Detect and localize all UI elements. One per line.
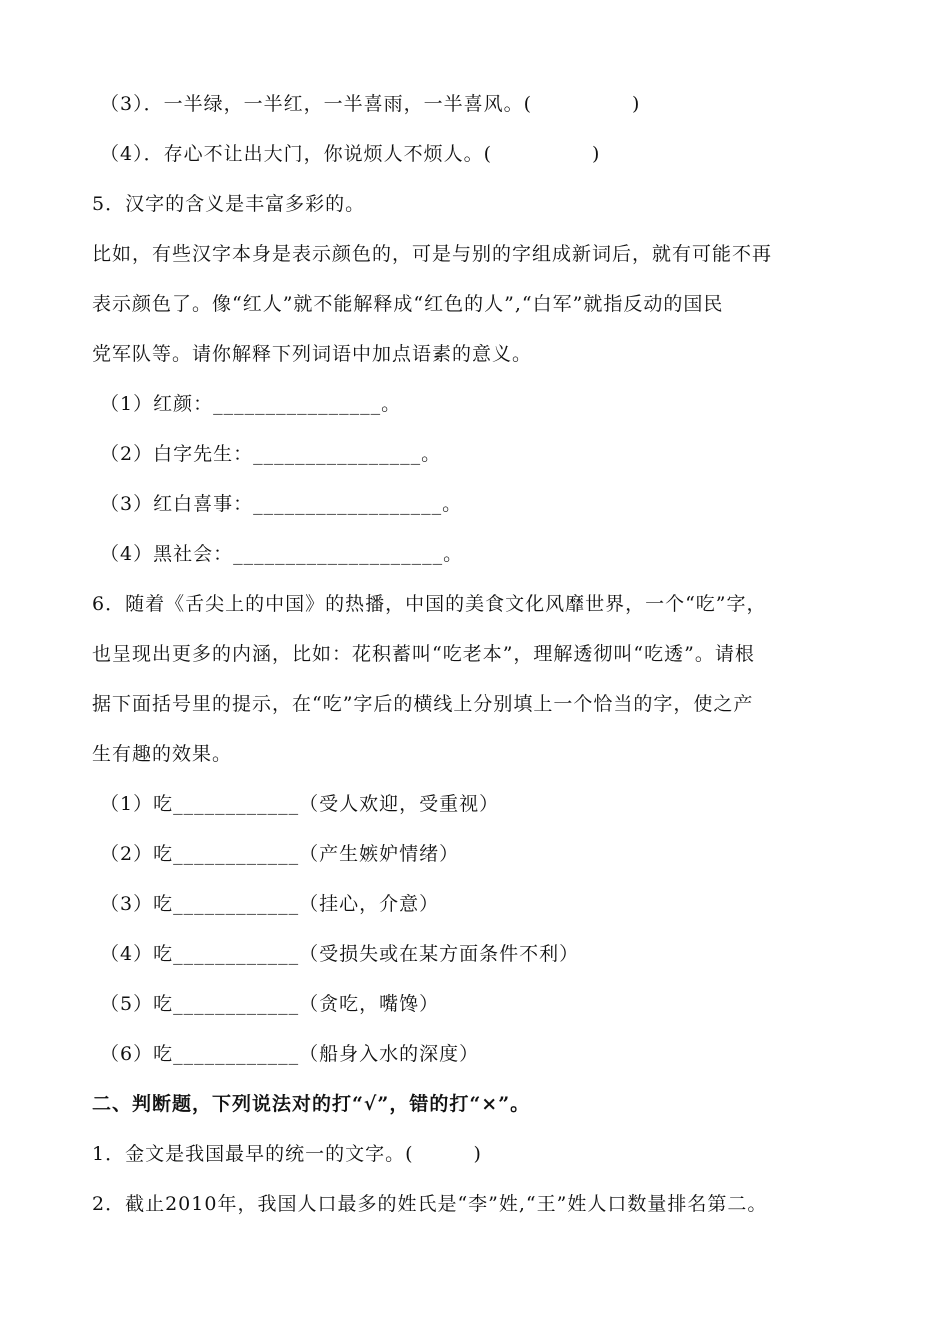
text-line: 也呈现出更多的内涵，比如：花积蓄叫“吃老本”，理解透彻叫“吃透”。请根: [92, 643, 755, 665]
text-line: （2）白字先生：________________。: [100, 443, 442, 465]
text-line: （4）吃____________（受损失或在某方面条件不利）: [100, 943, 580, 965]
text-line: （3）．一半绿，一半红，一半喜雨，一半喜风。( ): [100, 93, 641, 115]
text-line: 1．金文是我国最早的统一的文字。( ): [92, 1143, 482, 1165]
text-line: （2）吃____________（产生嫉妒情绪）: [100, 843, 460, 865]
text-line: 二、判断题，下列说法对的打“√”，错的打“×”。: [92, 1093, 531, 1115]
text-line: 据下面括号里的提示，在“吃”字后的横线上分别填上一个恰当的字，使之产: [92, 693, 754, 715]
text-line: （6）吃____________（船身入水的深度）: [100, 1043, 480, 1065]
text-line: （1）红颜：________________。: [100, 393, 402, 415]
text-line: 党军队等。请你解释下列词语中加点语素的意义。: [92, 343, 533, 365]
text-line: （3）吃____________（挂心，介意）: [100, 893, 440, 915]
text-line: 6．随着《舌尖上的中国》的热播，中国的美食文化风靡世界，一个“吃”字，: [92, 593, 767, 615]
text-line: 2．截止2010年，我国人口最多的姓氏是“李”姓,“王”姓人口数量排名第二。: [92, 1193, 768, 1215]
text-line: （4）．存心不让出大门，你说烦人不烦人。( ): [100, 143, 601, 165]
text-line: 比如，有些汉字本身是表示颜色的，可是与别的字组成新词后，就有可能不再: [92, 243, 773, 265]
text-line: 生有趣的效果。: [92, 743, 233, 765]
text-line: （4）黑社会：____________________。: [100, 543, 464, 565]
text-line: （5）吃____________（贪吃，嘴馋）: [100, 993, 440, 1015]
text-line: （1）吃____________（受人欢迎，受重视）: [100, 793, 500, 815]
text-line: 5．汉字的含义是丰富多彩的。: [92, 193, 366, 215]
text-line: （3）红白喜事：__________________。: [100, 493, 463, 515]
text-line: 表示颜色了。像“红人”就不能解释成“红色的人”,“白军”就指反动的国民: [92, 293, 724, 315]
